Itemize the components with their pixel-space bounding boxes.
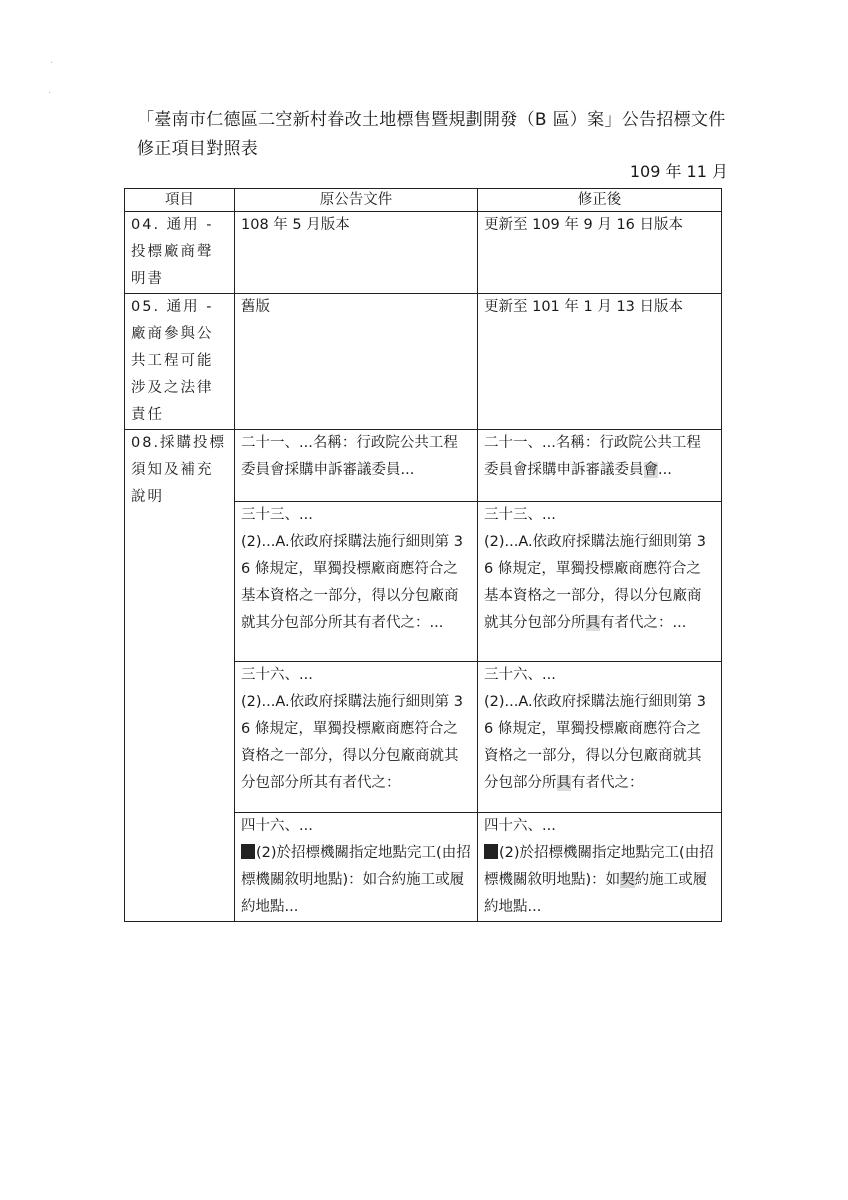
table-row bbox=[125, 294, 722, 430]
original-cell: 二十一、...名稱：行政院公共工程委員會採購申訴審議委員... bbox=[235, 430, 478, 502]
scan-speck: · bbox=[48, 88, 52, 99]
revised-text: 約施工或履約地點... bbox=[484, 872, 708, 915]
document-title: 「臺南市仁德區二空新村眷改土地標售暨規劃開發（B 區）案」公告招標文件修正項目對照表 bbox=[137, 110, 726, 159]
original-cell: 108 年 5 月版本 bbox=[235, 212, 478, 294]
scan-speck: · bbox=[50, 58, 54, 69]
revised-cell: 更新至 101 年 1 月 13 日版本 bbox=[478, 294, 722, 430]
revised-text: 三十三、... (2)...A.依政府採購法施行細則第 36 條規定，單獨投標廠商應符合之基本資格之一部分，得以分包廠商就其分包部分所 bbox=[484, 507, 706, 631]
black-square-mark bbox=[484, 844, 498, 859]
original-cell: 三十六、... (2)...A.依政府採購法施行細則第 36 條規定，單獨投標廠商應符合之資格之一部分，得以分包廠商就其分包部分所其有者代之： bbox=[235, 662, 478, 813]
revised-heading: 四十六、... bbox=[484, 818, 556, 834]
table-row bbox=[125, 430, 722, 502]
header-revised: 修正後 bbox=[478, 189, 722, 212]
revised-highlight: 具 bbox=[556, 775, 571, 791]
revised-text: 二十一、...名稱：行政院公共工程委員會採購申訴審議委員 bbox=[484, 435, 701, 478]
revised-cell bbox=[478, 430, 722, 502]
original-cell: 三十三、... (2)...A.依政府採購法施行細則第 36 條規定，單獨投標廠商應符合之基本資格之一部分，得以分包廠商就其分包部分所其有者代之：... bbox=[235, 502, 478, 662]
revised-text: 三十六、... (2)...A.依政府採購法施行細則第 36 條規定，單獨投標廠商應符合之資格之一部分，得以分包廠商就其分包部分所 bbox=[484, 667, 706, 791]
item-cell: 08.採購投標須知及補充說明 bbox=[125, 430, 235, 922]
revised-cell: 更新至 109 年 9 月 16 日版本 bbox=[478, 212, 722, 294]
revised-cell bbox=[478, 502, 722, 662]
revised-highlight: 契 bbox=[620, 872, 635, 888]
header-item: 項目 bbox=[125, 189, 235, 212]
table-row bbox=[125, 212, 722, 294]
comparison-table bbox=[124, 188, 722, 922]
item-cell: 04. 通用 - 投標廠商聲明書 bbox=[125, 212, 235, 294]
original-text: (2)於招標機關指定地點完工(由招標機關敘明地點)：如合約施工或履約地點... bbox=[241, 845, 471, 915]
revised-highlight: 具 bbox=[585, 615, 600, 631]
revised-highlight: 會 bbox=[643, 462, 658, 478]
revised-text: (2)於招標機關指定地點完工(由招標機關敘明地點)：如 bbox=[484, 845, 714, 888]
revised-text: ... bbox=[658, 462, 672, 478]
document-date: 109 年 11 月 bbox=[629, 162, 728, 181]
table-header-row bbox=[125, 189, 722, 212]
original-cell bbox=[235, 813, 478, 922]
revised-cell bbox=[478, 662, 722, 813]
header-original: 原公告文件 bbox=[235, 189, 478, 212]
revised-cell bbox=[478, 813, 722, 922]
revised-text: 有者代之： bbox=[571, 775, 644, 791]
original-cell: 舊版 bbox=[235, 294, 478, 430]
original-heading: 四十六、... bbox=[241, 818, 313, 834]
revised-text: 有者代之：... bbox=[600, 615, 687, 631]
item-cell: 05. 通用 - 廠商參與公共工程可能涉及之法律責任 bbox=[125, 294, 235, 430]
black-square-mark bbox=[241, 844, 255, 859]
